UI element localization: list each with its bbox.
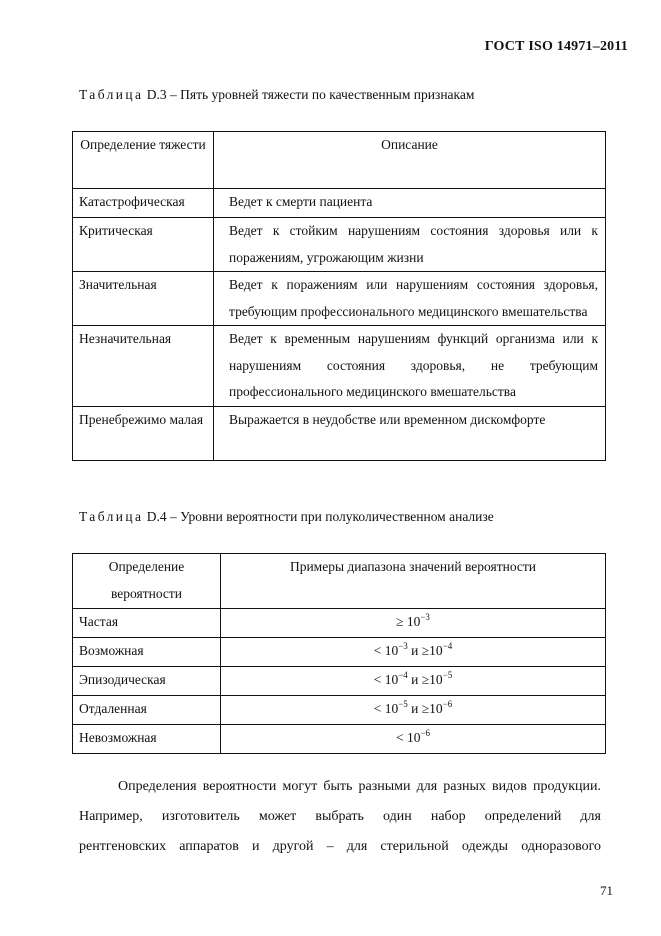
header-probability-range: Примеры диапазона значений вероятности (221, 554, 606, 609)
table-row (73, 609, 606, 638)
severity-table (72, 131, 606, 461)
body-paragraph (79, 772, 601, 862)
range-exponent: −6 (442, 699, 453, 709)
probability-range (221, 696, 606, 725)
severity-description: Ведет к смерти пациента (214, 189, 606, 218)
severity-description: Ведет к временным нарушениям функций организма или к нарушениям состояния здоровья, не требующим профессионального медицинского вмешательства (214, 326, 606, 407)
probability-term: Эпизодическая (73, 667, 221, 696)
probability-range (221, 667, 606, 696)
paragraph-line: Например, изготовитель может выбрать один набор определений для (79, 809, 601, 824)
range-text: и ≥10 (407, 701, 443, 716)
severity-term: Значительная (73, 272, 214, 326)
range-exponent: −3 (398, 641, 408, 651)
range-exponent: −4 (442, 641, 453, 651)
table-row (73, 189, 606, 218)
table-row (73, 725, 606, 754)
caption-text: D.3 – Пять уровней тяжести по качественным признакам (143, 87, 475, 102)
document-header: ГОСТ ISO 14971–2011 (484, 39, 628, 54)
caption-label: Таблица (79, 509, 144, 524)
paragraph-line: Определения вероятности могут быть разными для разных видов продукции. (118, 779, 601, 794)
header-description: Описание (214, 132, 606, 189)
severity-description: Ведет к стойким нарушениям состояния здоровья или к поражениям, угрожающим жизни (214, 218, 606, 272)
probability-range (221, 638, 606, 667)
severity-term: Пренебрежимо малая (73, 406, 214, 460)
range-text: и ≥10 (407, 643, 443, 658)
caption-label: Таблица (79, 87, 144, 102)
table-row (73, 667, 606, 696)
severity-description: Ведет к поражениям или нарушениям состояния здоровья, требующим профессионального медицинского вмешательства (214, 272, 606, 326)
probability-range (221, 609, 606, 638)
table-row (73, 406, 606, 460)
probability-term: Возможная (73, 638, 221, 667)
table-row (73, 272, 606, 326)
probability-term: Невозможная (73, 725, 221, 754)
probability-term: Отдаленная (73, 696, 221, 725)
range-text: < 10 (373, 672, 399, 687)
probability-table (72, 553, 606, 754)
probability-range (221, 725, 606, 754)
header-severity-definition: Определение тяжести (73, 132, 214, 189)
table-d4-caption (79, 509, 494, 525)
range-text: и ≥10 (407, 672, 443, 687)
paragraph-line: рентгеновских аппаратов и другой – для стерильной одежды одноразового (79, 839, 601, 854)
range-text: < 10 (373, 701, 399, 716)
table-row (73, 326, 606, 407)
table-row (73, 218, 606, 272)
table-d3-caption (79, 87, 474, 103)
range-exponent: −5 (398, 699, 408, 709)
range-exponent: −5 (442, 670, 453, 680)
table-row (73, 696, 606, 725)
probability-term: Частая (73, 609, 221, 638)
range-text: ≥ 10 (396, 614, 421, 629)
range-exponent: −3 (420, 612, 430, 622)
table-row (73, 638, 606, 667)
page-number: 71 (600, 883, 613, 898)
header-probability-definition: Определение вероятности (73, 554, 221, 609)
table-header-row (73, 554, 606, 609)
range-exponent: −6 (420, 728, 431, 738)
range-text: < 10 (395, 730, 421, 745)
caption-text: D.4 – Уровни вероятности при полуколичественном анализе (143, 509, 494, 524)
severity-term: Катастрофическая (73, 189, 214, 218)
range-exponent: −4 (398, 670, 408, 680)
table-header-row (73, 132, 606, 189)
severity-description: Выражается в неудобстве или временном дискомфорте (214, 406, 606, 460)
severity-term: Критическая (73, 218, 214, 272)
range-text: < 10 (373, 643, 399, 658)
severity-term: Незначительная (73, 326, 214, 407)
